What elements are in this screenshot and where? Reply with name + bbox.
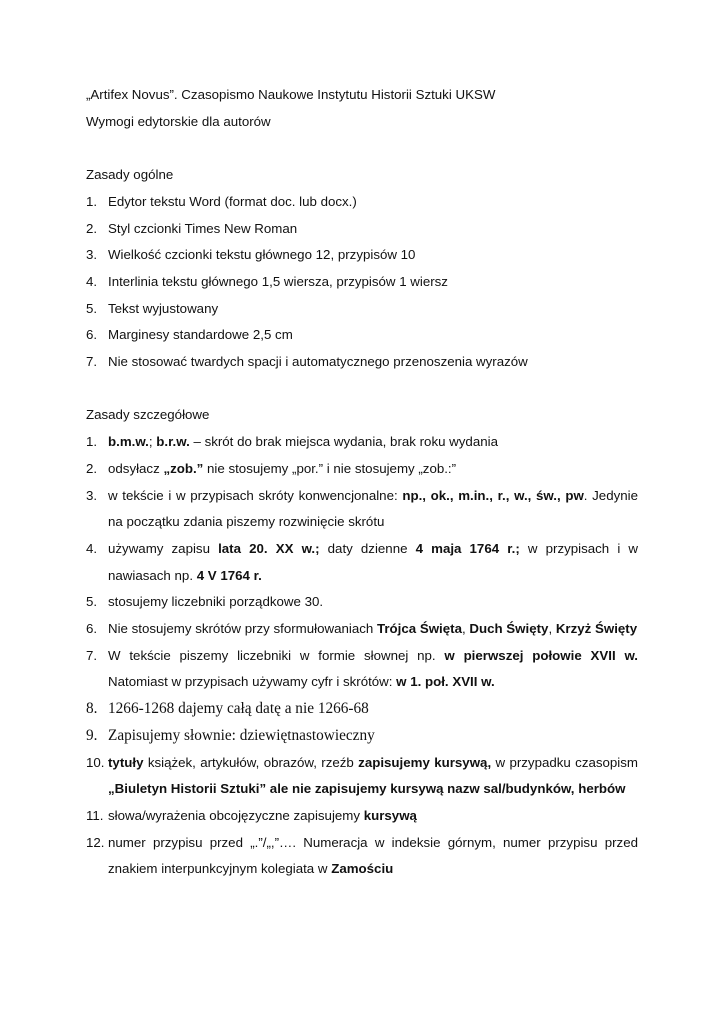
list-item: 10. tytuły książek, artykułów, obrazów, rzeźb zapisujemy kursywą, w przypadku czasopism „Biuletyn Historii Sztuki” ale nie zapisujemy kursywą nazw sal/budynków, herbów [86, 754, 638, 797]
journal-title: „Artifex Novus”. Czasopismo Naukowe Instytutu Historii Sztuki UKSW [86, 87, 496, 102]
list-item: 9. Zapisujemy słownie: dziewiętnastowieczny [86, 726, 375, 744]
list-item: 12. numer przypisu przed „.”/„,”…. Numeracja w indeksie górnym, numer przypisu przed znakiem interpunkcyjnym kolegiata w Zamościu [86, 834, 638, 877]
list-item: 2. Styl czcionki Times New Roman [86, 220, 298, 236]
list-item: 11. słowa/wyrażenia obcojęzyczne zapisujemy kursywą [86, 807, 417, 823]
spacer [86, 135, 638, 162]
list-item: 3. w tekście i w przypisach skróty konwencjonalne: np., ok., m.in., r., w., św., pw. Jedynie na początku zdania piszemy rozwinięcie skrótu [86, 487, 638, 530]
list-item: 5. Tekst wyjustowany [86, 300, 219, 316]
detailed-rules-heading: Zasady szczegółowe [86, 407, 210, 423]
list-item: 7. W tekście piszemy liczebniki w formie słownej np. w pierwszej połowie XVII w. Natomiast w przypisach używamy cyfr i skrótów: w 1. poł. XVII w. [86, 647, 638, 690]
list-item: 1. Edytor tekstu Word (format doc. lub docx.) [86, 193, 357, 209]
document-subtitle: Wymogi edytorskie dla autorów [86, 113, 271, 129]
list-item: 2. odsyłacz „zob.” nie stosujemy „por.” i nie stosujemy „zob.:” [86, 460, 457, 476]
spacer [86, 376, 638, 403]
general-rules-list [86, 189, 638, 376]
document-body [86, 82, 638, 883]
list-item: 4. używamy zapisu lata 20. XX w.; daty dzienne 4 maja 1764 r.; w przypisach i w nawiasach np. 4 V 1764 r. [86, 540, 638, 583]
general-rules-heading: Zasady ogólne [86, 167, 174, 183]
detailed-rules-list [86, 429, 638, 883]
list-item: 6. Nie stosujemy skrótów przy sformułowaniach Trójca Święta, Duch Święty, Krzyż Święty [86, 621, 638, 637]
list-item: 3. Wielkość czcionki tekstu głównego 12, przypisów 10 [86, 247, 416, 263]
list-item: 6. Marginesy standardowe 2,5 cm [86, 327, 293, 343]
list-item: 4. Interlinia tekstu głównego 1,5 wiersza, przypisów 1 wiersz [86, 273, 448, 289]
list-item: 1. b.m.w.; b.r.w. – skrót do brak miejsca wydania, brak roku wydania [86, 434, 498, 450]
list-item: 8. 1266-1268 dajemy całą datę a nie 1266-68 [86, 700, 369, 718]
list-item: 7. Nie stosować twardych spacji i automatycznego przenoszenia wyrazów [86, 354, 528, 370]
list-item: 5. stosujemy liczebniki porządkowe 30. [86, 594, 324, 610]
